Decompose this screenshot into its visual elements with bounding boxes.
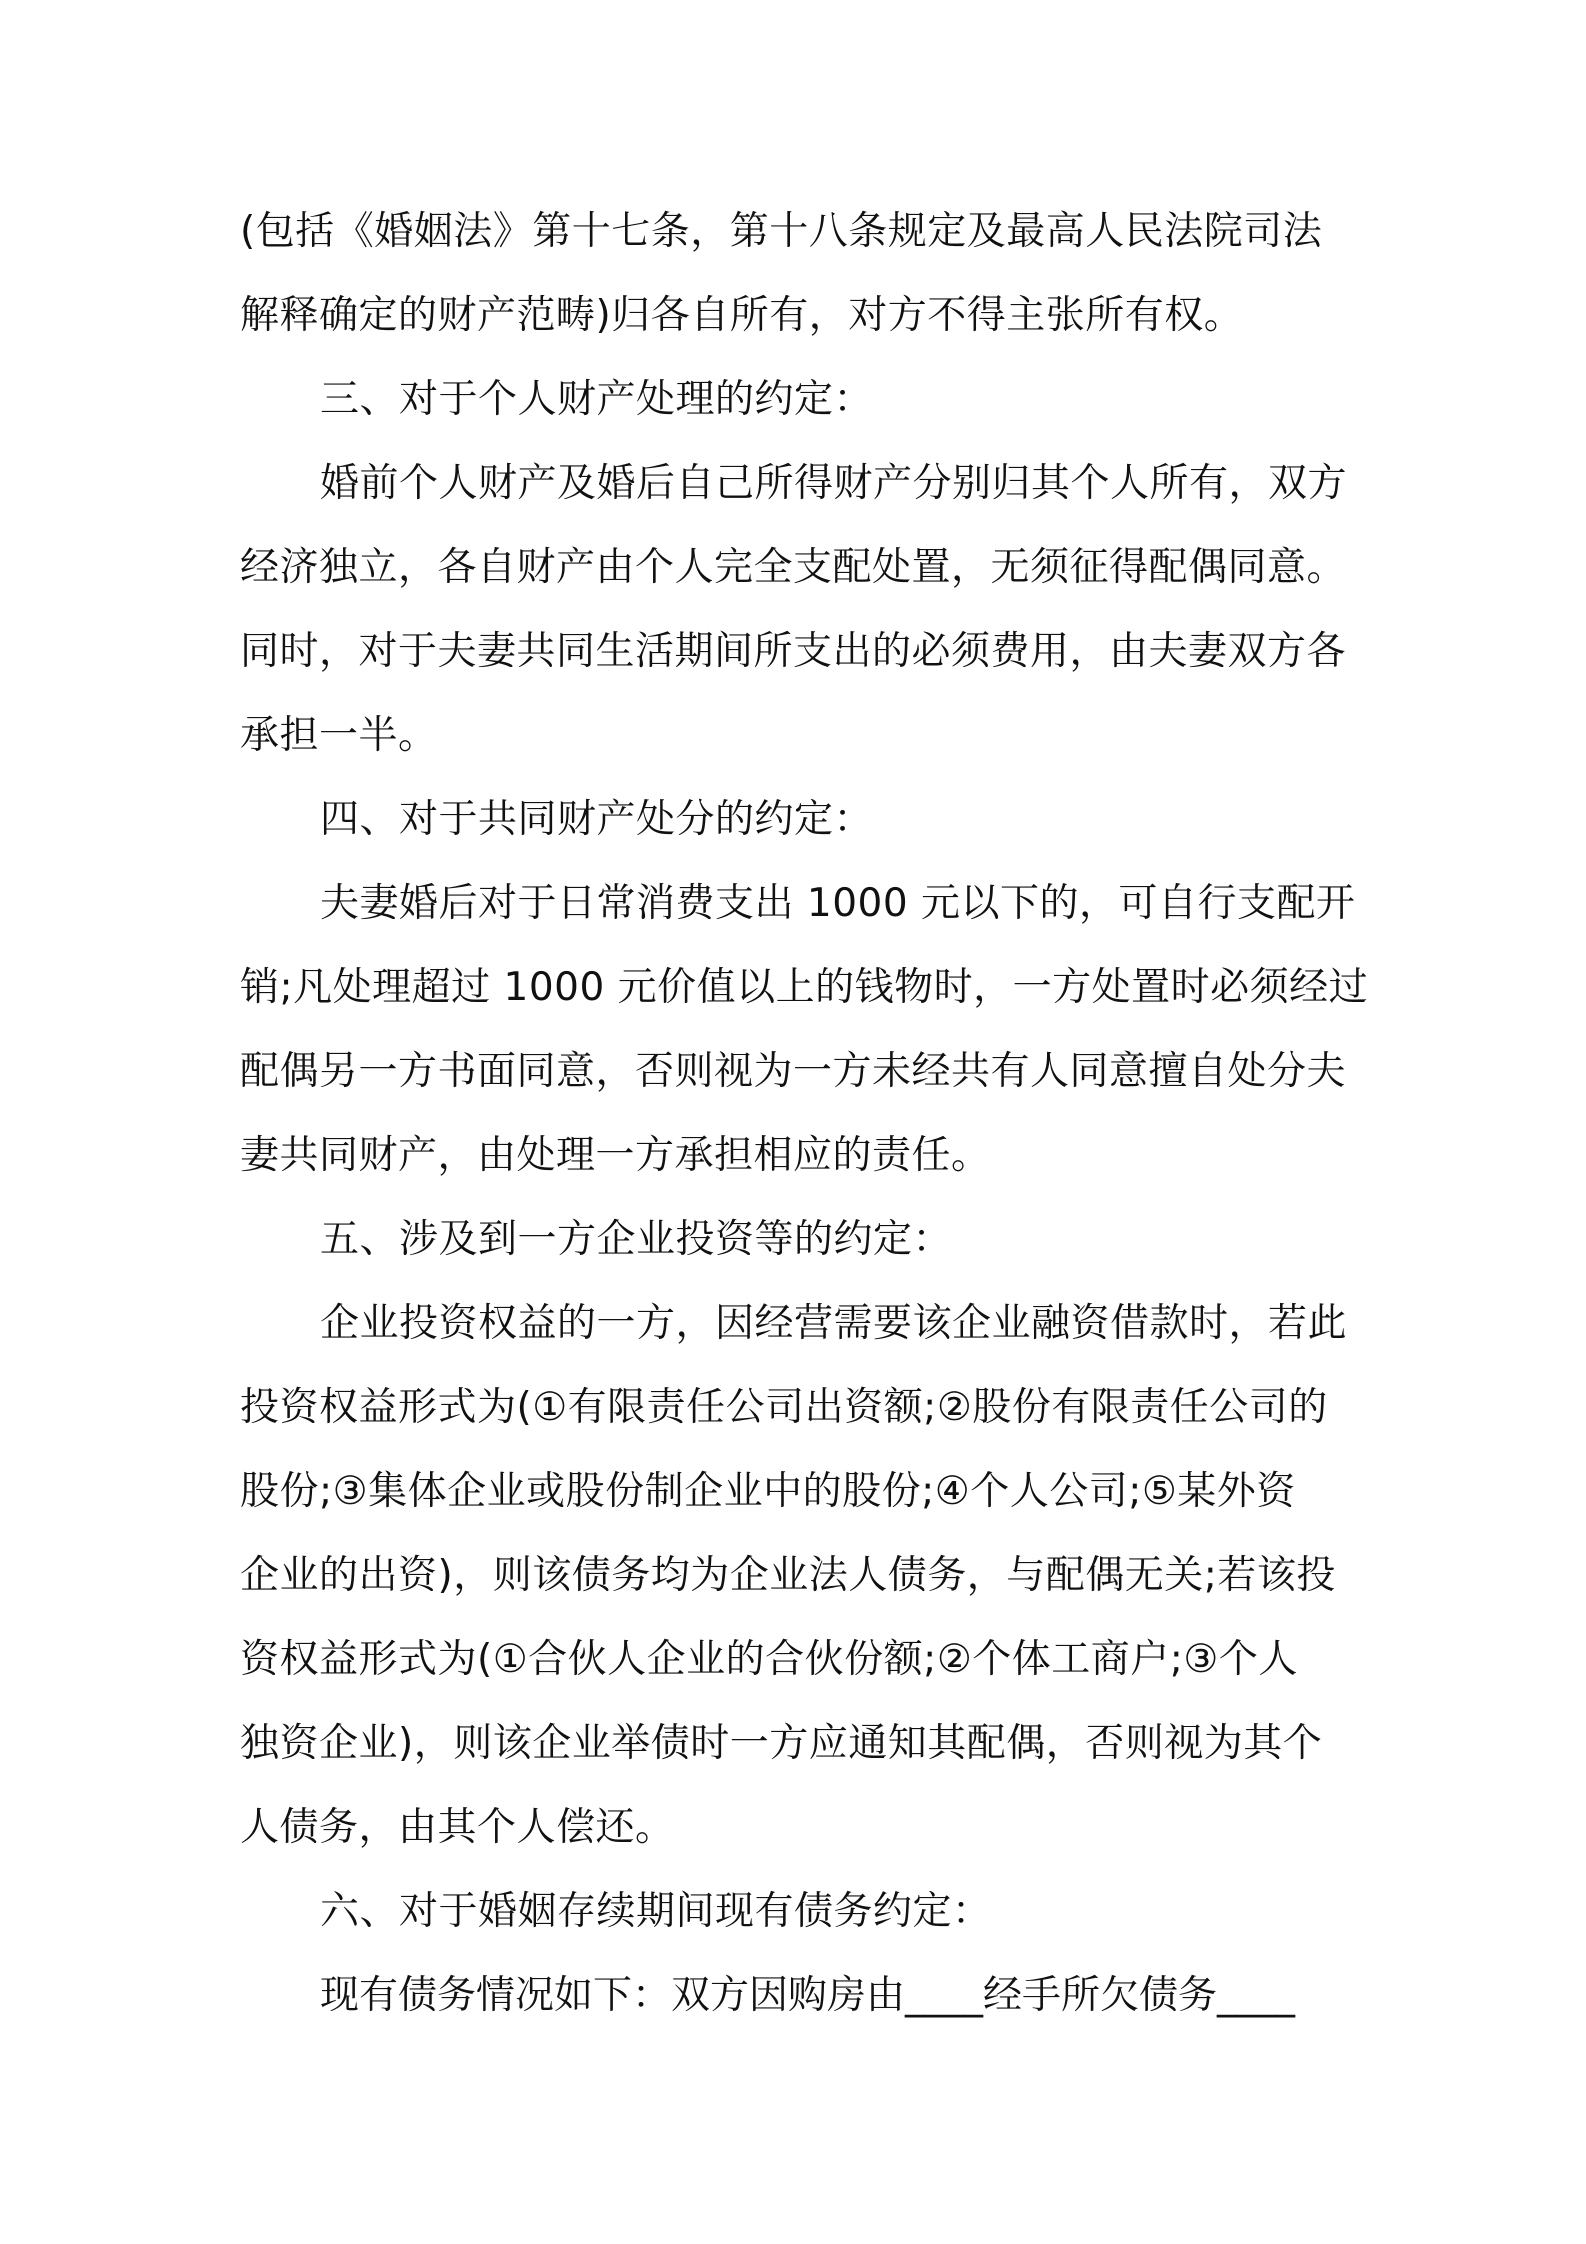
text-line: 配偶另一方书面同意，否则视为一方未经共有人同意擅自处分夫 bbox=[240, 1049, 1347, 1094]
text-line: 承担一半。 bbox=[240, 713, 438, 758]
text-line: 投资权益形式为(①有限责任公司出资额;②股份有限责任公司的 bbox=[240, 1385, 1328, 1430]
text-line: 妻共同财产，由处理一方承担相应的责任。 bbox=[240, 1133, 991, 1178]
text-line: 现有债务情况如下：双方因购房由____经手所欠债务____ bbox=[320, 1973, 1296, 2018]
text-line: 经济独立，各自财产由个人完全支配处置，无须征得配偶同意。 bbox=[240, 545, 1347, 590]
text-line: 婚前个人财产及婚后自己所得财产分别归其个人所有，双方 bbox=[320, 461, 1348, 506]
text-line: 同时，对于夫妻共同生活期间所支出的必须费用，由夫妻双方各 bbox=[240, 629, 1347, 674]
text-line: 独资企业)，则该企业举债时一方应通知其配偶，否则视为其个 bbox=[240, 1721, 1323, 1766]
text-line: 夫妻婚后对于日常消费支出 1000 元以下的，可自行支配开 bbox=[320, 881, 1356, 926]
text-line: 股份;③集体企业或股份制企业中的股份;④个人公司;⑤某外资 bbox=[240, 1469, 1296, 1514]
text-line: 企业的出资)，则该债务均为企业法人债务，与配偶无关;若该投 bbox=[240, 1553, 1336, 1598]
text-line: 资权益形式为(①合伙人企业的合伙份额;②个体工商户;③个人 bbox=[240, 1637, 1298, 1682]
text-line: 销;凡处理超过 1000 元价值以上的钱物时，一方处置时必须经过 bbox=[240, 965, 1369, 1010]
section-heading-3: 三、对于个人财产处理的约定： bbox=[320, 377, 874, 422]
text-line: 人债务，由其个人偿还。 bbox=[240, 1805, 675, 1850]
section-heading-4: 四、对于共同财产处分的约定： bbox=[320, 797, 874, 842]
text-line: 解释确定的财产范畴)归各自所有，对方不得主张所有权。 bbox=[240, 293, 1244, 338]
document-body bbox=[240, 190, 1369, 2038]
text-line: (包括《婚姻法》第十七条，第十八条规定及最高人民法院司法 bbox=[240, 209, 1323, 254]
section-heading-6: 六、对于婚姻存续期间现有债务约定： bbox=[320, 1889, 992, 1934]
text-line: 企业投资权益的一方，因经营需要该企业融资借款时，若此 bbox=[320, 1301, 1348, 1346]
section-heading-5: 五、涉及到一方企业投资等的约定： bbox=[320, 1217, 953, 1262]
